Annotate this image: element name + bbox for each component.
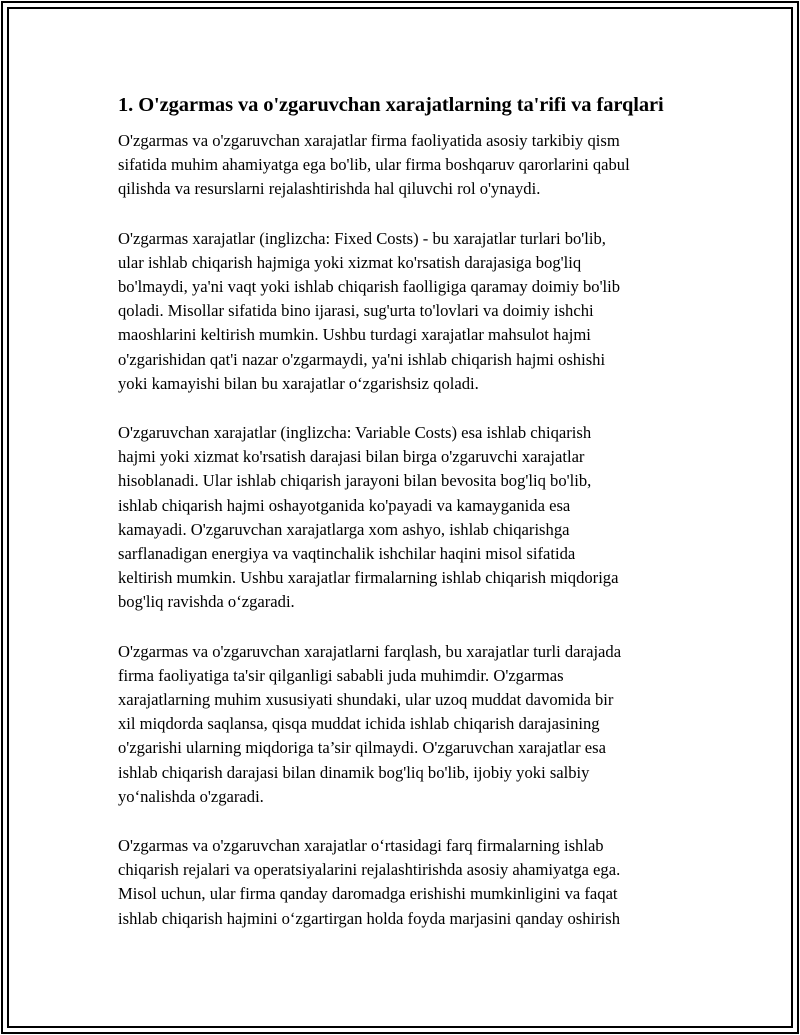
paragraph-variable-costs: O'zgaruvchan xarajatlar (inglizcha: Variable Costs) esa ishlab chiqarish hajmi yoki xizmat ko'rsatish darajasi bilan birga o'zgaruvchi xarajatlar hisoblanadi. Ular ishlab chiqarish jarayoni bilan bevosita bog'liq bo'lib, ishlab chiqarish hajmi oshayotganida ko'payadi va kamayganida esa kamayadi. O'zgaruvchan xarajatlarga xom ashyo, ishlab chiqarishga sarflanadigan energiya va vaqtinchalik ishchilar haqini misol sifatida keltirish mumkin. Ushbu xarajatlar firmalarning ishlab chiqarish miqdoriga bog'liq ravishda o‘zgaradi. <box>118 423 619 612</box>
section-heading: 1. O'zgarmas va o'zgaruvchan xarajatlarning ta'rifi va farqlari <box>118 94 664 116</box>
paragraph-planning: O'zgarmas va o'zgaruvchan xarajatlar o‘rtasidagi farq firmalarning ishlab chiqarish rejalari va operatsiyalarini rejalashtirishda asosiy ahamiyatga ega. Misol uchun, ular firma qanday daromadga erishishi mumkinligini va faqat ishlab chiqarish hajmini o‘zgartirgan holda foyda marjasini qanday oshirish <box>118 836 621 928</box>
paragraph-distinction: O'zgarmas va o'zgaruvchan xarajatlarni farqlash, bu xarajatlar turli darajada firma faoliyatiga ta'sir qilganligi sababli juda muhimdir. O'zgarmas xarajatlarning muhim xususiyati shundaki, ular uzoq muddat davomida bir xil miqdorda saqlansa, qisqa muddat ichida ishlab chiqarish darajasining o'zgarishi ularning miqdoriga ta’sir qilmaydi. O'zgaruvchan xarajatlar esa ishlab chiqarish darajasi bilan dinamik bog'liq bo'lib, ijobiy yoki salbiy yo‘nalishda o'zgaradi. <box>118 641 622 806</box>
document-body <box>118 92 698 956</box>
paragraph-intro: O'zgarmas va o'zgaruvchan xarajatlar firma faoliyatida asosiy tarkibiy qism sifatida muhim ahamiyatga ega bo'lib, ular firma boshqaruv qarorlarini qabul qilishda va resurslarni rejalashtirishda hal qiluvchi rol o'ynaydi. <box>118 131 630 199</box>
paragraph-fixed-costs: O'zgarmas xarajatlar (inglizcha: Fixed Costs) - bu xarajatlar turlari bo'lib, ular ishlab chiqarish hajmiga yoki xizmat ko'rsatish darajasiga bog'liq bo'lmaydi, ya'ni vaqt yoki ishlab chiqarish faolligiga qaramay doimiy bo'lib qoladi. Misollar sifatida bino ijarasi, sug'urta to'lovlari va doimiy ishchi maoshlarini keltirish mumkin. Ushbu turdagi xarajatlar mahsulot hajmi o'zgarishidan qat'i nazar o'zgarmaydi, ya'ni ishlab chiqarish hajmi oshishi yoki kamayishi bilan bu xarajatlar o‘zgarishsiz qoladi. <box>118 228 621 393</box>
